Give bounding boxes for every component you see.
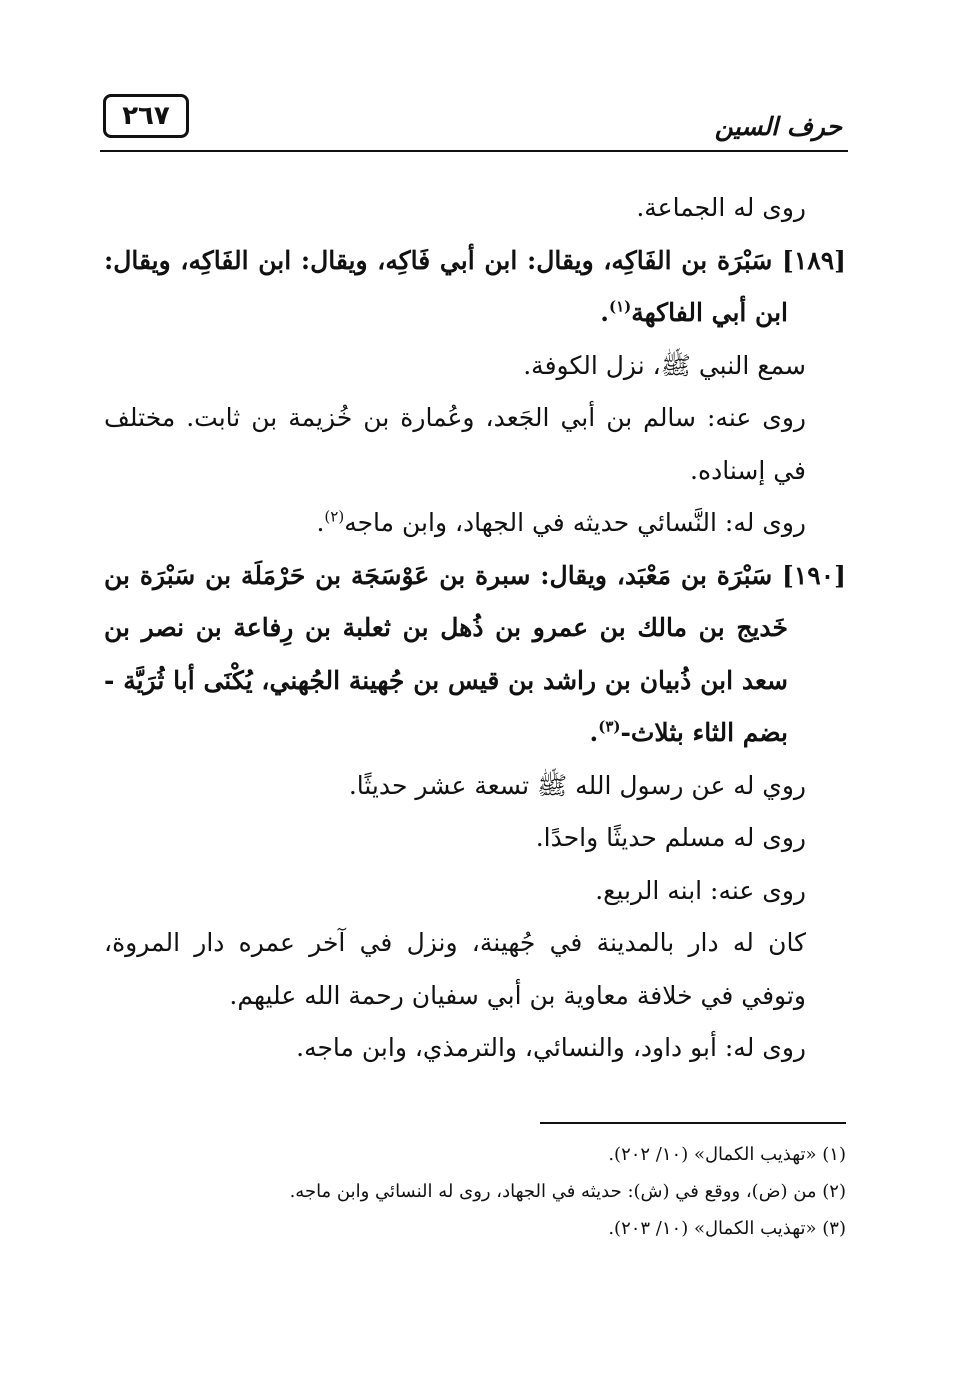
main-text: [104, 182, 846, 1075]
paragraph: روى له: أبو داود، والنسائي، والترمذي، وابن ماجه.: [296, 1033, 806, 1062]
paragraph: سمع النبي ﷺ، نزل الكوفة.: [523, 350, 806, 380]
footnote-ref: (٣): [598, 717, 621, 736]
paragraph: روى عنه: سالم بن أبي الجَعد، وعُمارة بن خُزيمة بن ثابت. مختلف في إسناده.: [104, 403, 806, 485]
page-number: ٢٦٧: [122, 101, 170, 131]
footnote-ref: (٢): [324, 507, 345, 526]
running-header: حرف السين: [714, 112, 842, 141]
footnote-rule: [540, 1122, 846, 1124]
entry-heading-text: [١٨٩] سَبْرَة بن الفَاكِه، ويقال: ابن أبي فَاكِه، ويقال: ابن الفَاكِه، ويقال: ابن أبي الفاكهة: [104, 245, 846, 327]
page-number-box: [103, 94, 189, 138]
paragraph-text: روى له: النَّسائي حديثه في الجهاد، وابن ماجه: [344, 508, 806, 537]
paragraph: روى له مسلم حديثًا واحدًا.: [535, 823, 806, 852]
paragraph: كان له دار بالمدينة في جُهينة، ونزل في آخر عمره دار المروة، وتوفي في خلافة معاوية بن أبي سفيان رحمة الله عليهم.: [104, 928, 806, 1010]
entry-heading-190: [١٩٠] سَبْرَة بن مَعْبَد، ويقال: سبرة بن عَوْسَجَة بن حَرْمَلَة بن سَبْرَة بن خَديج بن مالك بن عمرو بن ذُهل بن ثعلبة بن رِفاعة بن نصر بن سعد ابن ذُبيان بن راشد بن قيس بن جُهينة الجُهني، يُكْنَى أبا ثُرَيَّة - بضم الثاء بثلاث-$^{(٣)}$.: [104, 560, 846, 747]
footnote: (٢) من (ض)، ووقع في (ش): حديثه في الجهاد، روى له النسائي وابن ماجه.: [289, 1181, 846, 1202]
header-rule: [100, 150, 848, 152]
paragraph: روى له: النَّسائي حديثه في الجهاد، وابن ماجه$^{(٢)}$.: [316, 507, 806, 537]
footnotes: [104, 1136, 846, 1247]
footnote: (٣) «تهذيب الكمال» (١٠/ ٢٠٣).: [608, 1218, 846, 1239]
paragraph: روي له عن رسول الله ﷺ تسعة عشر حديثًا.: [348, 770, 806, 800]
footnote-ref: (١): [608, 297, 632, 316]
entry-heading-text: [١٩٠] سَبْرَة بن مَعْبَد، ويقال: سبرة بن عَوْسَجَة بن حَرْمَلَة بن سَبْرَة بن خَديج بن مالك بن عمرو بن ذُهل بن ثعلبة بن رِفاعة بن نصر بن سعد ابن ذُبيان بن راشد بن قيس بن جُهينة الجُهني، يُكْنَى أبا ثُرَيَّة - بضم الثاء بثلاث-: [104, 560, 846, 747]
paragraph: روى عنه: ابنه الربيع.: [595, 875, 806, 905]
entry-heading-189: [١٨٩] سَبْرَة بن الفَاكِه، ويقال: ابن أبي فَاكِه، ويقال: ابن الفَاكِه، ويقال: ابن أبي الفاكهة$^{(١)}$.: [104, 245, 846, 327]
paragraph: روى له الجماعة.: [636, 193, 806, 222]
footnote: (١) «تهذيب الكمال» (١٠/ ٢٠٢).: [608, 1144, 846, 1165]
